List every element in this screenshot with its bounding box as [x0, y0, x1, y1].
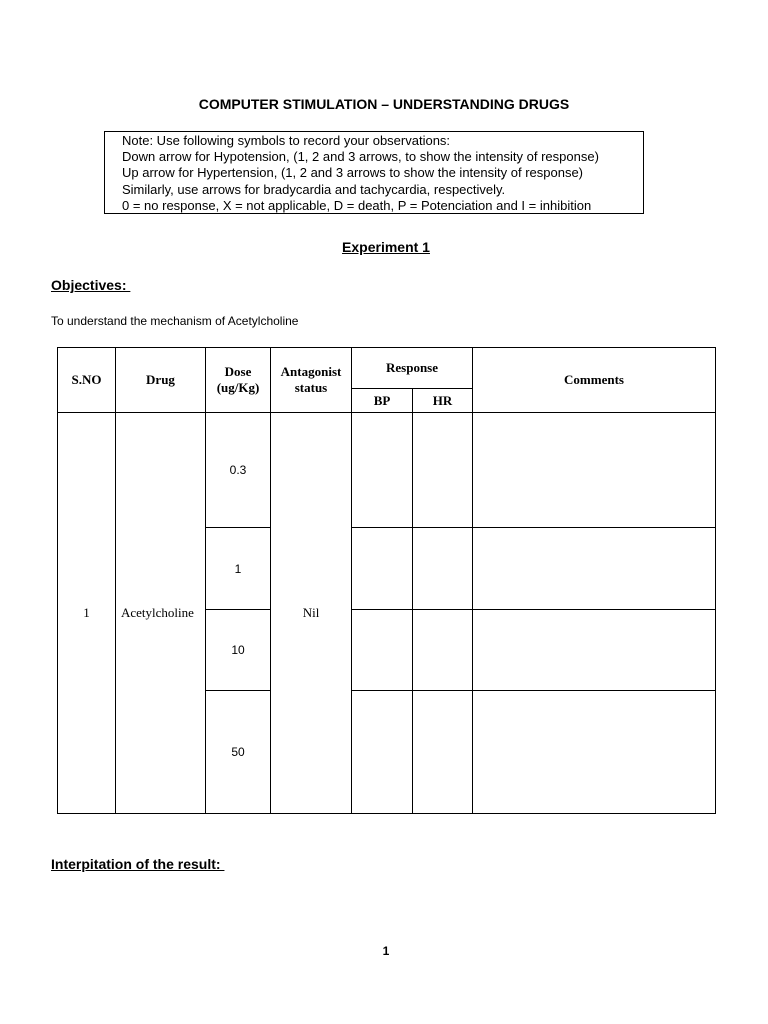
bp-cell[interactable] — [352, 413, 413, 528]
header-sno: S.NO — [58, 348, 116, 413]
drug-cell — [116, 413, 206, 814]
antagonist-cell: Nil — [271, 413, 352, 814]
bp-cell[interactable] — [352, 691, 413, 814]
note-line: Down arrow for Hypotension, (1, 2 and 3 arrows, to show the intensity of response) — [122, 149, 599, 165]
note-line: Similarly, use arrows for bradycardia and tachycardia, respectively. — [122, 181, 506, 197]
note-line: Note: Use following symbols to record your observations: — [122, 133, 451, 148]
dose-cell: 1 — [206, 528, 271, 610]
hr-cell[interactable] — [413, 691, 473, 814]
note-line: Up arrow for Hypertension, (1, 2 and 3 arrows to show the intensity of response) — [122, 165, 583, 181]
hr-cell[interactable] — [413, 528, 473, 610]
objectives-heading: Objectives: — [51, 277, 131, 293]
objective-text: To understand the mechanism of Acetylcholine — [51, 314, 299, 328]
note-line: 0 = no response, X = not applicable, D = death, P = Potenciation and I = inhibition — [122, 197, 592, 213]
interpretation-heading: Interpitation of the result: — [51, 856, 225, 872]
header-comments: Comments — [473, 348, 716, 413]
observation-table — [57, 347, 716, 814]
note-box — [104, 131, 644, 214]
comments-cell[interactable] — [473, 691, 716, 814]
hr-cell[interactable] — [413, 610, 473, 691]
header-drug: Drug — [116, 348, 206, 413]
comments-cell[interactable] — [473, 610, 716, 691]
bp-cell[interactable] — [352, 610, 413, 691]
page-title: COMPUTER STIMULATION – UNDERSTANDING DRUGS — [198, 96, 570, 112]
comments-cell[interactable] — [473, 528, 716, 610]
dose-cell: 10 — [206, 610, 271, 691]
dose-cell: 50 — [206, 691, 271, 814]
comments-cell[interactable] — [473, 413, 716, 528]
bp-cell[interactable] — [352, 528, 413, 610]
sno-cell: 1 — [58, 413, 116, 814]
header-bp: BP — [352, 389, 413, 413]
table-row — [58, 413, 716, 528]
header-antagonist: Antagonist status — [271, 348, 352, 413]
page-number: 1 — [382, 944, 390, 958]
header-dose: Dose (ug/Kg) — [206, 348, 271, 413]
header-hr: HR — [413, 389, 473, 413]
hr-cell[interactable] — [413, 413, 473, 528]
drug-name: Acetylcholine — [121, 605, 194, 620]
experiment-title: Experiment 1 — [342, 239, 430, 255]
header-response: Response — [352, 348, 473, 389]
dose-cell: 0.3 — [206, 413, 271, 528]
